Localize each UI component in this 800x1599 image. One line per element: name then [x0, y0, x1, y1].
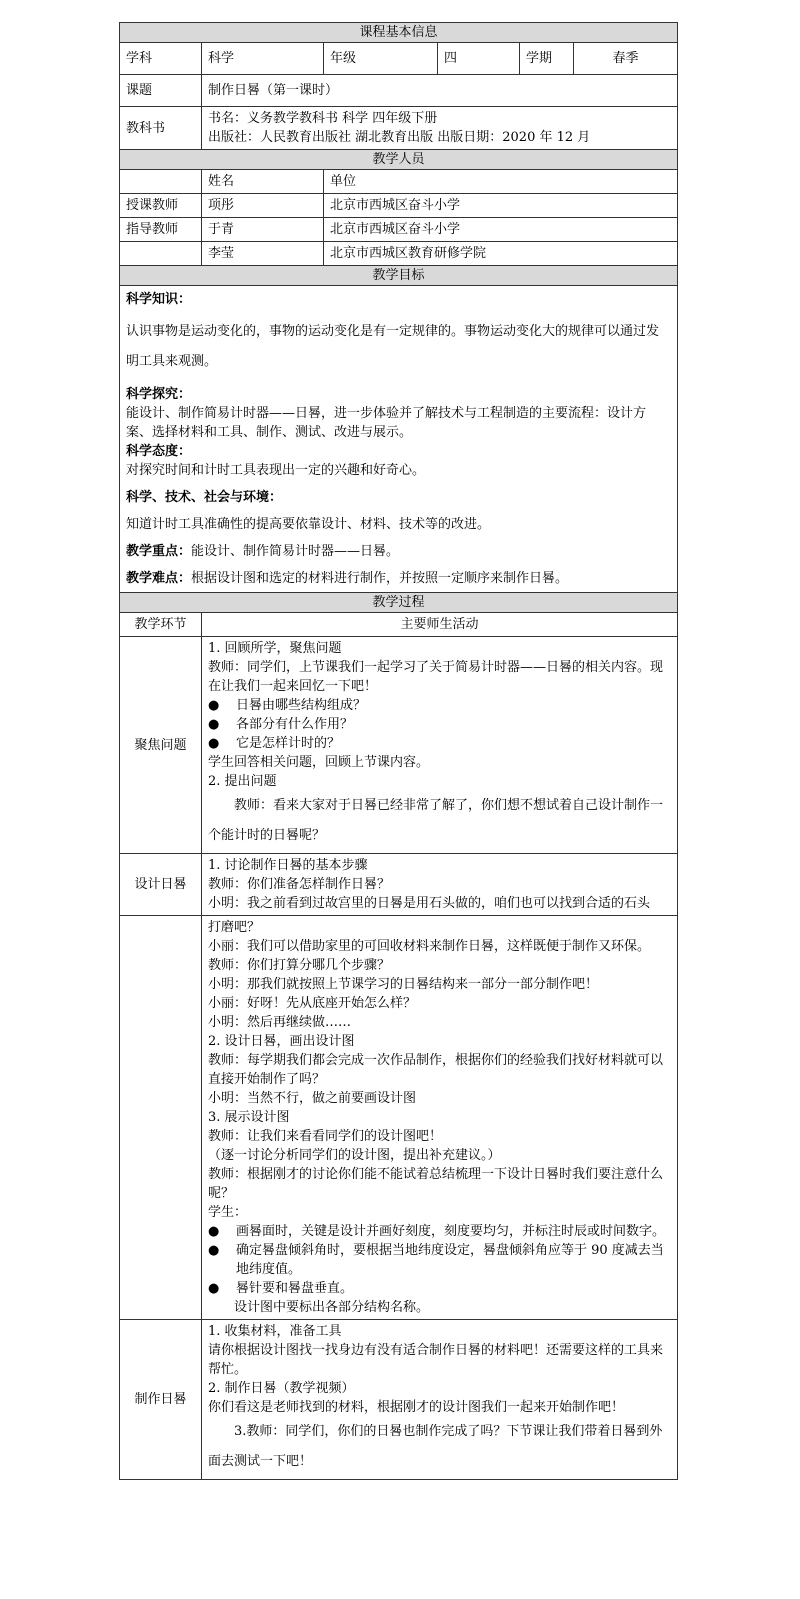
lesson-plan	[119, 22, 677, 1480]
staff-unit: 北京市西城区奋斗小学	[324, 218, 678, 242]
dialogue-line: 小明：然后再继续做……	[208, 1015, 352, 1030]
bullet-text: 画晷面时，关键是设计并画好刻度，刻度要均匀，并标注时辰或时间数字。	[236, 1224, 666, 1239]
staff-role	[120, 242, 202, 266]
bullet-text: 晷针要和晷盘垂直。	[236, 1281, 354, 1296]
difficulty-text: 根据设计图和选定的材料进行制作，并按照一定顺序来制作日晷。	[191, 571, 569, 586]
textbook-info	[202, 107, 678, 150]
stage-design-content-continued	[202, 916, 678, 1320]
knowledge-text: 认识事物是运动变化的，事物的运动变化是有一定规律的。事物运动变化大的规律可以通过发明工具来观测。	[126, 324, 660, 369]
step-heading: 1. 讨论制作日晷的基本步骤	[208, 858, 368, 873]
step-heading: 2. 提出问题	[208, 774, 277, 789]
bullet-item	[208, 715, 671, 734]
topic-value: 制作日晷（第一课时）	[202, 75, 678, 107]
knowledge-label: 科学知识：	[126, 292, 192, 307]
bullet-icon: ●	[208, 1243, 220, 1258]
staff-unit: 北京市西城区奋斗小学	[324, 194, 678, 218]
dialogue-line: 打磨吧？	[208, 920, 261, 935]
step-heading: 2. 设计日晷，画出设计图	[208, 1034, 355, 1049]
attitude-text: 对探究时间和计时工具表现出一定的兴趣和好奇心。	[126, 463, 426, 478]
step-heading: 3. 展示设计图	[208, 1110, 290, 1125]
teacher-line: 教师：你们打算分哪几个步骤？	[208, 958, 391, 973]
goals-section	[120, 286, 678, 593]
dialogue-line: 小明：那我们就按照上节课学习的日晷结构来一部分一部分制作吧！	[208, 977, 599, 992]
staff-name: 项彤	[202, 194, 324, 218]
process-header: 教学过程	[120, 593, 678, 613]
bullet-item	[208, 1241, 671, 1279]
inquiry-text: 能设计、制作简易计时器——日晷，进一步体验并了解技术与工程制造的主要流程：设计方案、选择材料和工具、制作、测试、改进与展示。	[126, 406, 647, 440]
textbook-label: 教科书	[120, 107, 202, 150]
dialogue-line: 小丽：好呀！先从底座开始怎么样？	[208, 996, 417, 1011]
staff-role: 指导教师	[120, 218, 202, 242]
bullet-icon: ●	[208, 717, 220, 732]
focus-label: 教学重点：	[126, 544, 192, 559]
teacher-line: 教师：每学期我们都会完成一次作品制作，根据你们的经验我们找好材料就可以直接开始制作了吗？	[208, 1053, 664, 1087]
teacher-line: 教师：你们准备怎样制作日晷？	[208, 877, 391, 892]
instruction-line: 你们看这是老师找到的材料，根据刚才的设计图我们一起来开始制作吧！	[208, 1400, 625, 1415]
bullet-item	[208, 734, 671, 753]
stage-design-continued	[120, 916, 202, 1320]
sts-label: 科学、技术、社会与环境：	[126, 490, 283, 505]
term-value: 春季	[574, 43, 678, 75]
staff-role: 授课教师	[120, 194, 202, 218]
stage-focus-content	[202, 637, 678, 854]
bullet-text: 日晷由哪些结构组成？	[236, 698, 367, 713]
staff-role-header	[120, 170, 202, 194]
student-line: 学生：	[208, 1205, 248, 1220]
stage-make-content	[202, 1320, 678, 1480]
bullet-icon: ●	[208, 1224, 220, 1239]
stage-design-label: 设计日晷	[120, 854, 202, 916]
bullet-text: 它是怎样计时的？	[236, 736, 341, 751]
bullet-icon: ●	[208, 1281, 220, 1296]
sts-text: 知道计时工具准确性的提高要依靠设计、材料、技术等的改进。	[126, 517, 491, 532]
process-col-stage: 教学环节	[120, 613, 202, 637]
staff-unit-header: 单位	[324, 170, 678, 194]
staff-unit: 北京市西城区教育研修学院	[324, 242, 678, 266]
step-heading: 1. 收集材料，准备工具	[208, 1324, 342, 1339]
note-line: （逐一讨论分析同学们的设计图，提出补充建议。）	[208, 1148, 501, 1163]
inquiry-label: 科学探究：	[126, 387, 192, 402]
lesson-table	[119, 22, 678, 1480]
topic-label: 课题	[120, 75, 202, 107]
stage-make-label: 制作日晷	[120, 1320, 202, 1480]
grade-label: 年级	[324, 43, 438, 75]
difficulty-label: 教学难点：	[126, 571, 192, 586]
bullet-item	[208, 696, 671, 715]
dialogue-line: 小明：我之前看到过故宫里的日晷是用石头做的，咱们也可以找到合适的石头	[208, 896, 651, 911]
dialogue-line: 小丽：我们可以借助家里的可回收材料来制作日晷，这样既便于制作又环保。	[208, 939, 651, 954]
note-line: 设计图中要标出各部分结构名称。	[234, 1300, 430, 1315]
basic-info-header: 课程基本信息	[120, 23, 678, 43]
dialogue-line: 小明：当然不行，做之前要画设计图	[208, 1091, 417, 1106]
term-label: 学期	[520, 43, 574, 75]
student-line: 学生回答相关问题，回顾上节课内容。	[208, 755, 430, 770]
grade-value: 四	[438, 43, 520, 75]
subject-label: 学科	[120, 43, 202, 75]
bullet-text: 确定晷盘倾斜角时，要根据当地纬度设定，晷盘倾斜角应等于 90 度减去当地纬度值。	[236, 1243, 664, 1277]
bullet-icon: ●	[208, 698, 220, 713]
bullet-text: 各部分有什么作用？	[236, 717, 354, 732]
subject-value: 科学	[202, 43, 324, 75]
teacher-line: 教师：同学们，上节课我们一起学习了关于简易计时器——日晷的相关内容。现在让我们一起来回忆一下吧！	[208, 660, 664, 694]
focus-line	[126, 542, 671, 561]
stage-design-content	[202, 854, 678, 916]
teacher-line: 3.教师：同学们，你们的日晷也制作完成了吗？下节课让我们带着日晷到外面去测试一下吧！	[208, 1424, 663, 1469]
teacher-line: 教师：根据刚才的讨论你们能不能试着总结梳理一下设计日晷时我们要注意什么呢？	[208, 1167, 664, 1201]
staff-name: 于青	[202, 218, 324, 242]
staff-header: 教学人员	[120, 150, 678, 170]
staff-name: 李莹	[202, 242, 324, 266]
staff-name-header: 姓名	[202, 170, 324, 194]
textbook-line-1: 书名：义务教学教科书 科学 四年级下册	[208, 111, 438, 126]
bullet-icon: ●	[208, 736, 220, 751]
attitude-label: 科学态度：	[126, 444, 192, 459]
stage-focus-label: 聚焦问题	[120, 637, 202, 854]
goals-header: 教学目标	[120, 266, 678, 286]
step-heading: 2. 制作日晷（教学视频）	[208, 1381, 355, 1396]
focus-text: 能设计、制作简易计时器——日晷。	[191, 544, 400, 559]
textbook-line-2: 出版社：人民教育出版社 湖北教育出版 出版日期：2020 年 12 月	[208, 130, 591, 145]
bullet-item	[208, 1222, 671, 1241]
instruction-line: 请你根据设计图找一找身边有没有适合制作日晷的材料吧！还需要这样的工具来帮忙。	[208, 1343, 664, 1377]
step-heading: 1. 回顾所学，聚焦问题	[208, 641, 342, 656]
difficulty-line	[126, 569, 671, 588]
process-col-activity: 主要师生活动	[202, 613, 678, 637]
teacher-line: 教师：看来大家对于日晷已经非常了解了，你们想不想试着自己设计制作一个能计时的日晷呢？	[208, 798, 664, 843]
teacher-line: 教师：让我们来看看同学们的设计图吧！	[208, 1129, 443, 1144]
bullet-item	[208, 1279, 671, 1298]
